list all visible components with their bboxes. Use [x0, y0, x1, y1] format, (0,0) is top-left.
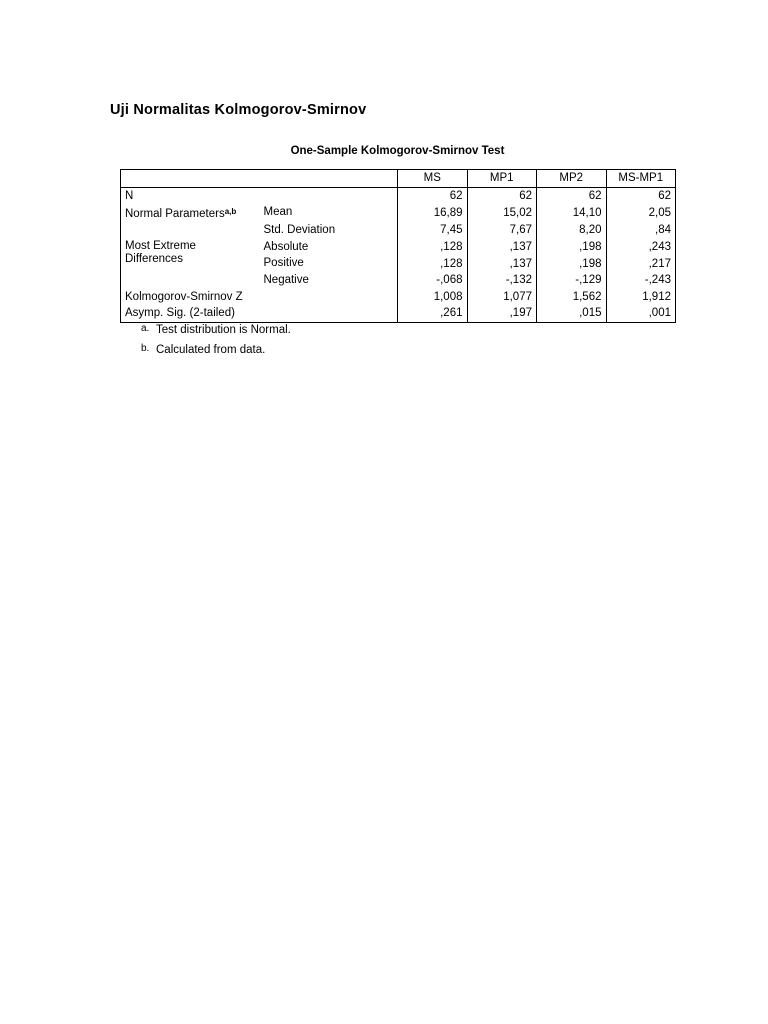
table-row-mean — [121, 204, 676, 222]
row-label-most-extreme — [121, 239, 260, 289]
cell-value: -,132 — [467, 272, 537, 289]
row-sublabel-std: Std. Deviation — [263, 224, 336, 237]
cell-value: 1,077 — [467, 289, 537, 306]
table-row-absolute — [121, 239, 676, 256]
cell-value: 1,008 — [398, 289, 468, 306]
cell-value: -,243 — [606, 272, 676, 289]
column-header-ms: MS — [398, 170, 468, 188]
row-sublabel-mean: Mean — [263, 206, 293, 219]
cell-value: 8,20 — [537, 222, 607, 239]
column-header-ms-mp1: MS-MP1 — [606, 170, 676, 188]
cell-value: 62 — [398, 187, 468, 204]
ks-test-table — [120, 169, 676, 323]
normal-parameters-text: Normal Parameters — [125, 208, 225, 221]
cell-value: ,197 — [467, 305, 537, 322]
cell-value: ,137 — [467, 255, 537, 272]
cell-value: ,217 — [606, 255, 676, 272]
cell-value: 14,10 — [537, 204, 607, 222]
cell-value: 2,05 — [606, 204, 676, 222]
column-header-mp2: MP2 — [537, 170, 607, 188]
row-label-n: N — [125, 189, 134, 202]
table-title: One-Sample Kolmogorov-Smirnov Test — [290, 145, 505, 157]
footnote-b — [141, 340, 291, 360]
footnote-mark: b. — [141, 343, 150, 354]
table-row-ksz — [121, 289, 676, 306]
header-row — [121, 170, 676, 188]
cell-value: 7,67 — [467, 222, 537, 239]
cell-value: ,198 — [537, 255, 607, 272]
footnotes — [141, 320, 291, 360]
row-label-empty — [121, 222, 260, 239]
cell-value: 62 — [537, 187, 607, 204]
row-label-normal-parameters — [121, 204, 260, 222]
cell-value: -,129 — [537, 272, 607, 289]
footnote-text: Calculated from data. — [156, 344, 266, 356]
most-extreme-line2: Differences — [125, 253, 183, 266]
footnote-a — [141, 320, 291, 340]
cell-value: 7,45 — [398, 222, 468, 239]
row-sublabel-negative: Negative — [263, 273, 309, 286]
cell-value: ,001 — [606, 305, 676, 322]
cell-value: ,015 — [537, 305, 607, 322]
cell-value: ,84 — [606, 222, 676, 239]
table-row-std — [121, 222, 676, 239]
cell-value: 15,02 — [467, 204, 537, 222]
footnote-marker-ab: a,b — [224, 207, 237, 217]
cell-value: ,261 — [398, 305, 468, 322]
footnote-mark: a. — [141, 323, 150, 334]
footnote-text: Test distribution is Normal. — [156, 324, 291, 336]
cell-value: 16,89 — [398, 204, 468, 222]
page-heading: Uji Normalitas Kolmogorov-Smirnov — [110, 102, 367, 118]
table-row-n — [121, 187, 676, 204]
cell-value: ,243 — [606, 239, 676, 256]
cell-value: 1,562 — [537, 289, 607, 306]
cell-value: ,128 — [398, 239, 468, 256]
row-sublabel-positive: Positive — [263, 257, 304, 270]
row-label-ksz: Kolmogorov-Smirnov Z — [125, 290, 243, 303]
column-header-mp1: MP1 — [467, 170, 537, 188]
most-extreme-line1: Most Extreme — [125, 239, 196, 252]
cell-value: 62 — [606, 187, 676, 204]
row-sublabel-absolute: Absolute — [263, 240, 309, 253]
cell-value: ,198 — [537, 239, 607, 256]
header-blank — [121, 170, 398, 188]
cell-value: 62 — [467, 187, 537, 204]
cell-value: ,128 — [398, 255, 468, 272]
cell-value: ,137 — [467, 239, 537, 256]
cell-value: 1,912 — [606, 289, 676, 306]
row-label-asymp: Asymp. Sig. (2-tailed) — [125, 307, 235, 320]
cell-value: -,068 — [398, 272, 468, 289]
